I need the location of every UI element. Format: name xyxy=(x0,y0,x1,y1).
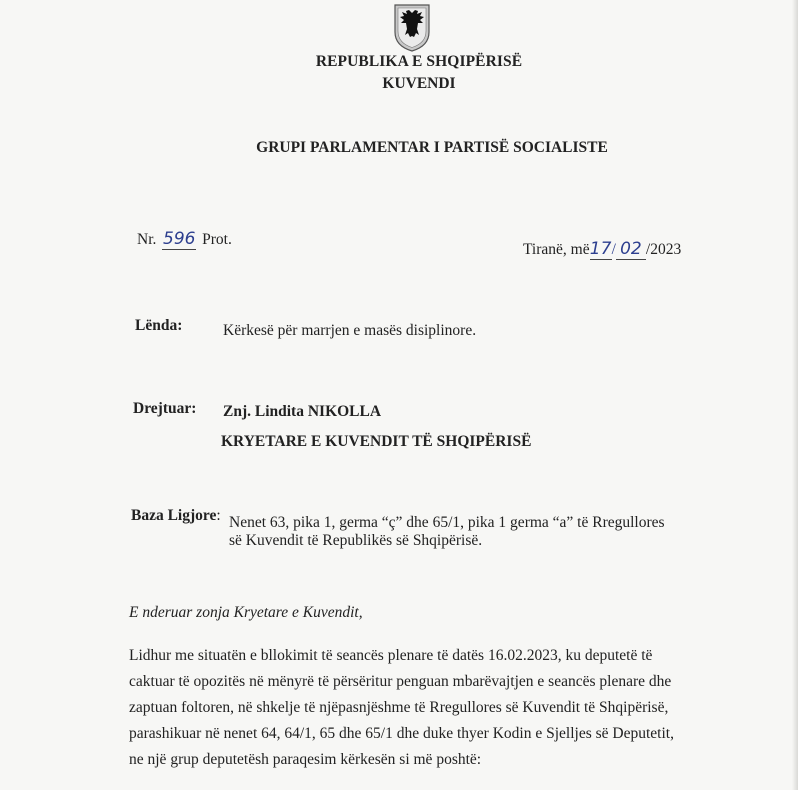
date-separator: / xyxy=(611,241,616,258)
legal-basis-colon: : xyxy=(216,507,221,524)
legal-basis-line-1: Nenet 63, pika 1, germa “ç” dhe 65/1, pika 1 germa “a” të Rregullores xyxy=(229,514,665,531)
place-label: Tiranë, më xyxy=(523,241,590,258)
date-year: /2023 xyxy=(645,241,682,258)
republic-heading: REPUBLIKA E SHQIPËRISË xyxy=(315,53,523,70)
body-paragraph xyxy=(129,643,689,773)
body-line: Lidhur me situatën e bllokimit të seancës plenare të datës 16.02.2023, ku deputetë të xyxy=(129,647,653,664)
date-month-handwritten: 02 xyxy=(616,239,646,260)
addressee-name: Znj. Lindita NIKOLLA xyxy=(223,403,382,420)
parliament-heading: KUVENDI xyxy=(382,75,456,92)
protocol-nr-label: Nr. xyxy=(137,231,157,248)
parliamentary-group-heading: GRUPI PARLAMENTAR I PARTISË SOCIALISTE xyxy=(256,139,608,156)
legal-basis-heading xyxy=(131,507,221,525)
legal-basis-label: Baza Ligjore xyxy=(131,507,217,524)
subject-text: Kërkesë për marrjen e masës disiplinore. xyxy=(223,322,477,339)
body-line: parashikuar në nenet 64, 64/1, 65 dhe 65/1 dhe duke thyer Kodin e Sjelljes së Deputetit, xyxy=(129,725,674,742)
coat-of-arms-icon xyxy=(392,2,432,52)
protocol-nr-handwritten: 596 xyxy=(163,229,196,249)
page-edge-shadow xyxy=(792,0,798,790)
subject-label: Lënda: xyxy=(135,317,183,334)
body-line: caktuar të opozitës në mënyrë të përsëritur penguan mbarëvajtjen e seancës plenare dhe xyxy=(129,673,672,690)
place-date xyxy=(523,239,681,260)
addressee-label: Drejtuar: xyxy=(133,400,197,417)
legal-basis-line-2: së Kuvendit të Republikës së Shqipërisë. xyxy=(229,532,483,549)
body-line: zaptuan foltoren, në shkelje të njëpasnjëshme të Rregullores së Kuvendit të Shqipërisë, xyxy=(129,699,669,716)
addressee-title: KRYETARE E KUVENDIT TË SHQIPËRISË xyxy=(221,433,532,450)
body-line: ne një grup deputetësh paraqesim kërkesën si më poshtë: xyxy=(129,751,482,768)
protocol-number xyxy=(137,229,232,250)
salutation: E nderuar zonja Kryetare e Kuvendit, xyxy=(129,604,363,621)
date-day-handwritten: 17 xyxy=(589,239,612,259)
protocol-prot-label: Prot. xyxy=(202,231,232,248)
